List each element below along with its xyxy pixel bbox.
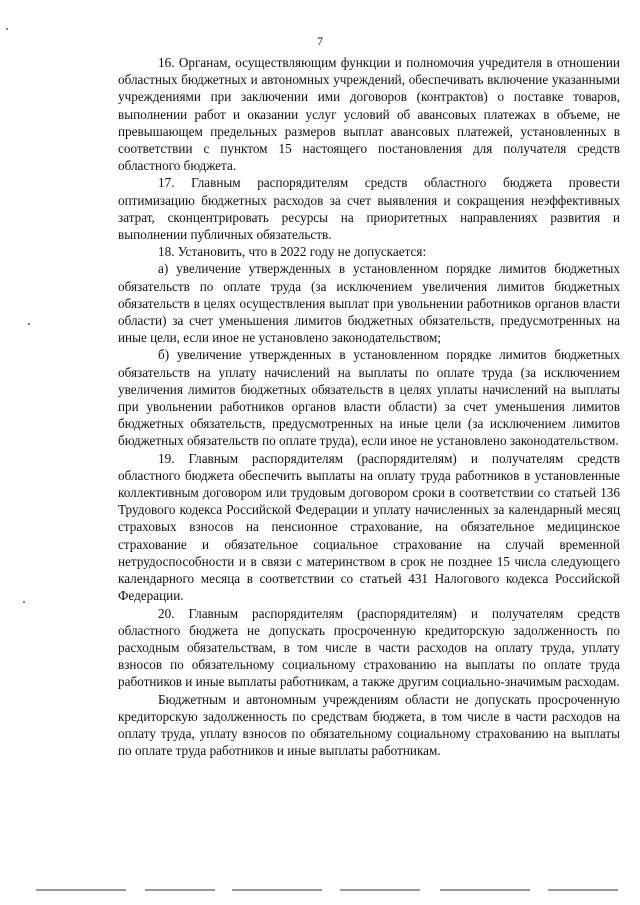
paragraph-19: 19. Главным распорядителям (распорядителям) и получателям средств областного бюджета обеспечить выплаты на оплату труда работников в установленные коллективным договором или трудовым договором сроки в соответствии со статьей 136 Трудового кодекса Российской Федерации и уплату начисленных за календарный месяц страховых взносов на пенсионное страхование, на обязательное медицинское страхование и обязательное социальное страхование на случай временной нетрудоспособности и в связи с материнством в срок не позднее 15 числа следующего календарного месяца в соответствии со статьей 431 Налогового кодекса Российской Федерации.	[118, 450, 620, 604]
scan-mark	[6, 28, 8, 30]
footer-rule	[145, 889, 215, 891]
paragraph-20-continued: Бюджетным и автономным учреждениям области не допускать просроченную кредиторскую задолженность по средствам бюджета, в том числе в части расходов на оплату труда, уплату взносов по обязательному социальному страхованию на выплаты по оплате труда работников и иные выплаты работникам.	[118, 691, 620, 759]
paragraph-17: 17. Главным распорядителям средств областного бюджета провести оптимизацию бюджетных расходов за счет выявления и сокращения неэффективных затрат, сконцентрировать ресурсы на приоритетных направлениях развития и выполнении публичных обязательств.	[118, 175, 620, 243]
footer-rule	[440, 889, 530, 891]
footer-rule	[232, 889, 322, 891]
paragraph-20: 20. Главным распорядителям (распорядителям) и получателям средств областного бюджета не допускать просроченную кредиторскую задолженность по расходным обязательствам, в том числе в части расходов на оплату труда, уплату взносов по обязательному социальному страхованию на выплаты по оплате труда работников и иные выплаты работникам, а также другим социально-значимым расходам.	[118, 605, 620, 690]
paragraph-18-b: б) увеличение утвержденных в установленном порядке лимитов бюджетных обязательств на уплату начислений на выплаты по оплате труда (за исключением увеличения лимитов бюджетных обязательств в целях уплаты начислений на выплаты при увольнении работников органов власти области) за счет уменьшения лимитов бюджетных обязательств, предусмотренных на иные цели (за исключением лимитов бюджетных обязательств по оплате труда), если иное не установлено законодательством.	[118, 347, 620, 449]
scan-mark	[28, 323, 30, 325]
paragraph-16: 16. Органам, осуществляющим функции и полномочия учредителя в отношении областных бюджетных и автономных учреждений, обеспечивать включение указанными учреждениями при заключении ими договоров (контрактов) о поставке товаров, выполнении работ и оказании услуг условий об авансовых платежах в объеме, не превышающем предельных размеров выплат авансовых платежей, установленных в соответствии с пунктом 15 настоящего постановления для получателя средств областного бюджета.	[118, 55, 620, 174]
footer-rule	[548, 889, 618, 891]
page-number: 7	[317, 34, 323, 48]
paragraph-18: 18. Установить, что в 2022 году не допускается:	[158, 244, 427, 260]
document-body	[118, 54, 620, 759]
paragraph-18-a: а) увеличение утвержденных в установленном порядке лимитов бюджетных обязательств по оплате труда (за исключением увеличения лимитов бюджетных обязательств в целях осуществления выплат при увольнении работников органов власти области) за счет уменьшения лимитов бюджетных обязательств, предусмотренных на иные цели, если иное не установлено законодательством;	[118, 261, 620, 346]
scan-mark	[23, 601, 25, 603]
footer-rule	[340, 889, 420, 891]
footer-rule	[36, 889, 126, 891]
